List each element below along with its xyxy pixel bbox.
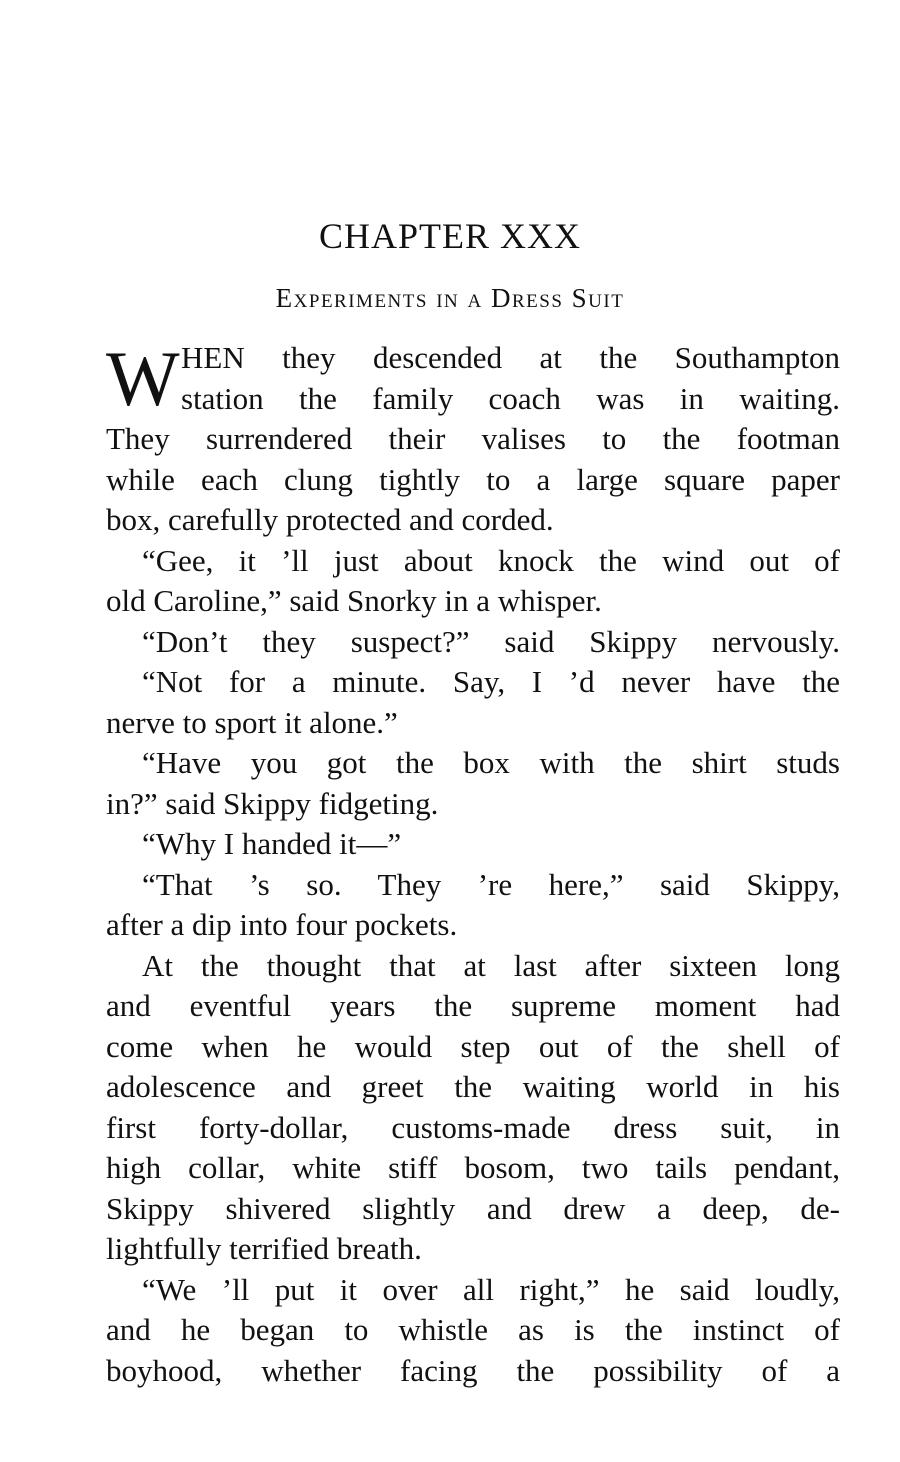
text-line: They surrendered their valises to the footman bbox=[106, 421, 840, 456]
text-line: nerve to sport it alone.” bbox=[106, 704, 398, 740]
chapter-title: Experiments in a Dress Suit bbox=[275, 283, 625, 313]
text-line: Skippy shivered slightly and drew a deep, de- bbox=[106, 1190, 840, 1226]
text-line: “Gee, it ’ll just about knock the wind out of bbox=[142, 542, 840, 578]
text-line: high collar, white stiff bosom, two tails pendant, bbox=[106, 1150, 840, 1185]
text-line: first forty-dollar, customs-made dress suit, in bbox=[106, 1109, 840, 1145]
text-line: and he began to whistle as is the instinct of bbox=[106, 1312, 840, 1347]
text-line: HEN they descended at the Southampton bbox=[181, 340, 840, 375]
text-line: “Have you got the box with the shirt studs bbox=[142, 745, 840, 780]
text-line: adolescence and greet the waiting world in his bbox=[106, 1069, 840, 1104]
text-line: “Not for a minute. Say, I ’d never have the bbox=[142, 664, 840, 699]
text-line: come when he would step out of the shell of bbox=[106, 1028, 840, 1064]
text-line: boyhood, whether facing the possibility of a bbox=[106, 1352, 840, 1388]
text-line: “We ’ll put it over all right,” he said loudly, bbox=[142, 1271, 840, 1307]
text-line: station the family coach was in waiting. bbox=[181, 380, 840, 416]
text-line: after a dip into four pockets. bbox=[106, 907, 458, 942]
text-line: in?” said Skippy fidgeting. bbox=[106, 785, 439, 821]
text-line: while each clung tightly to a large square paper bbox=[106, 461, 840, 497]
drop-cap: W bbox=[106, 335, 180, 422]
chapter-heading: CHAPTER XXX bbox=[318, 216, 581, 256]
text-line: “That ’s so. They ’re here,” said Skippy, bbox=[142, 866, 840, 902]
body-text bbox=[106, 335, 840, 1391]
text-line: At the thought that at last after sixteen long bbox=[142, 947, 840, 983]
text-line: “Don’t they suspect?” said Skippy nervously. bbox=[142, 623, 840, 659]
text-line: box, carefully protected and corded. bbox=[106, 502, 554, 537]
text-line: and eventful years the supreme moment had bbox=[106, 988, 840, 1023]
text-line: lightfully terrified breath. bbox=[106, 1231, 422, 1266]
text-line: old Caroline,” said Snorky in a whisper. bbox=[106, 583, 602, 618]
text-line: “Why I handed it—” bbox=[142, 826, 402, 861]
